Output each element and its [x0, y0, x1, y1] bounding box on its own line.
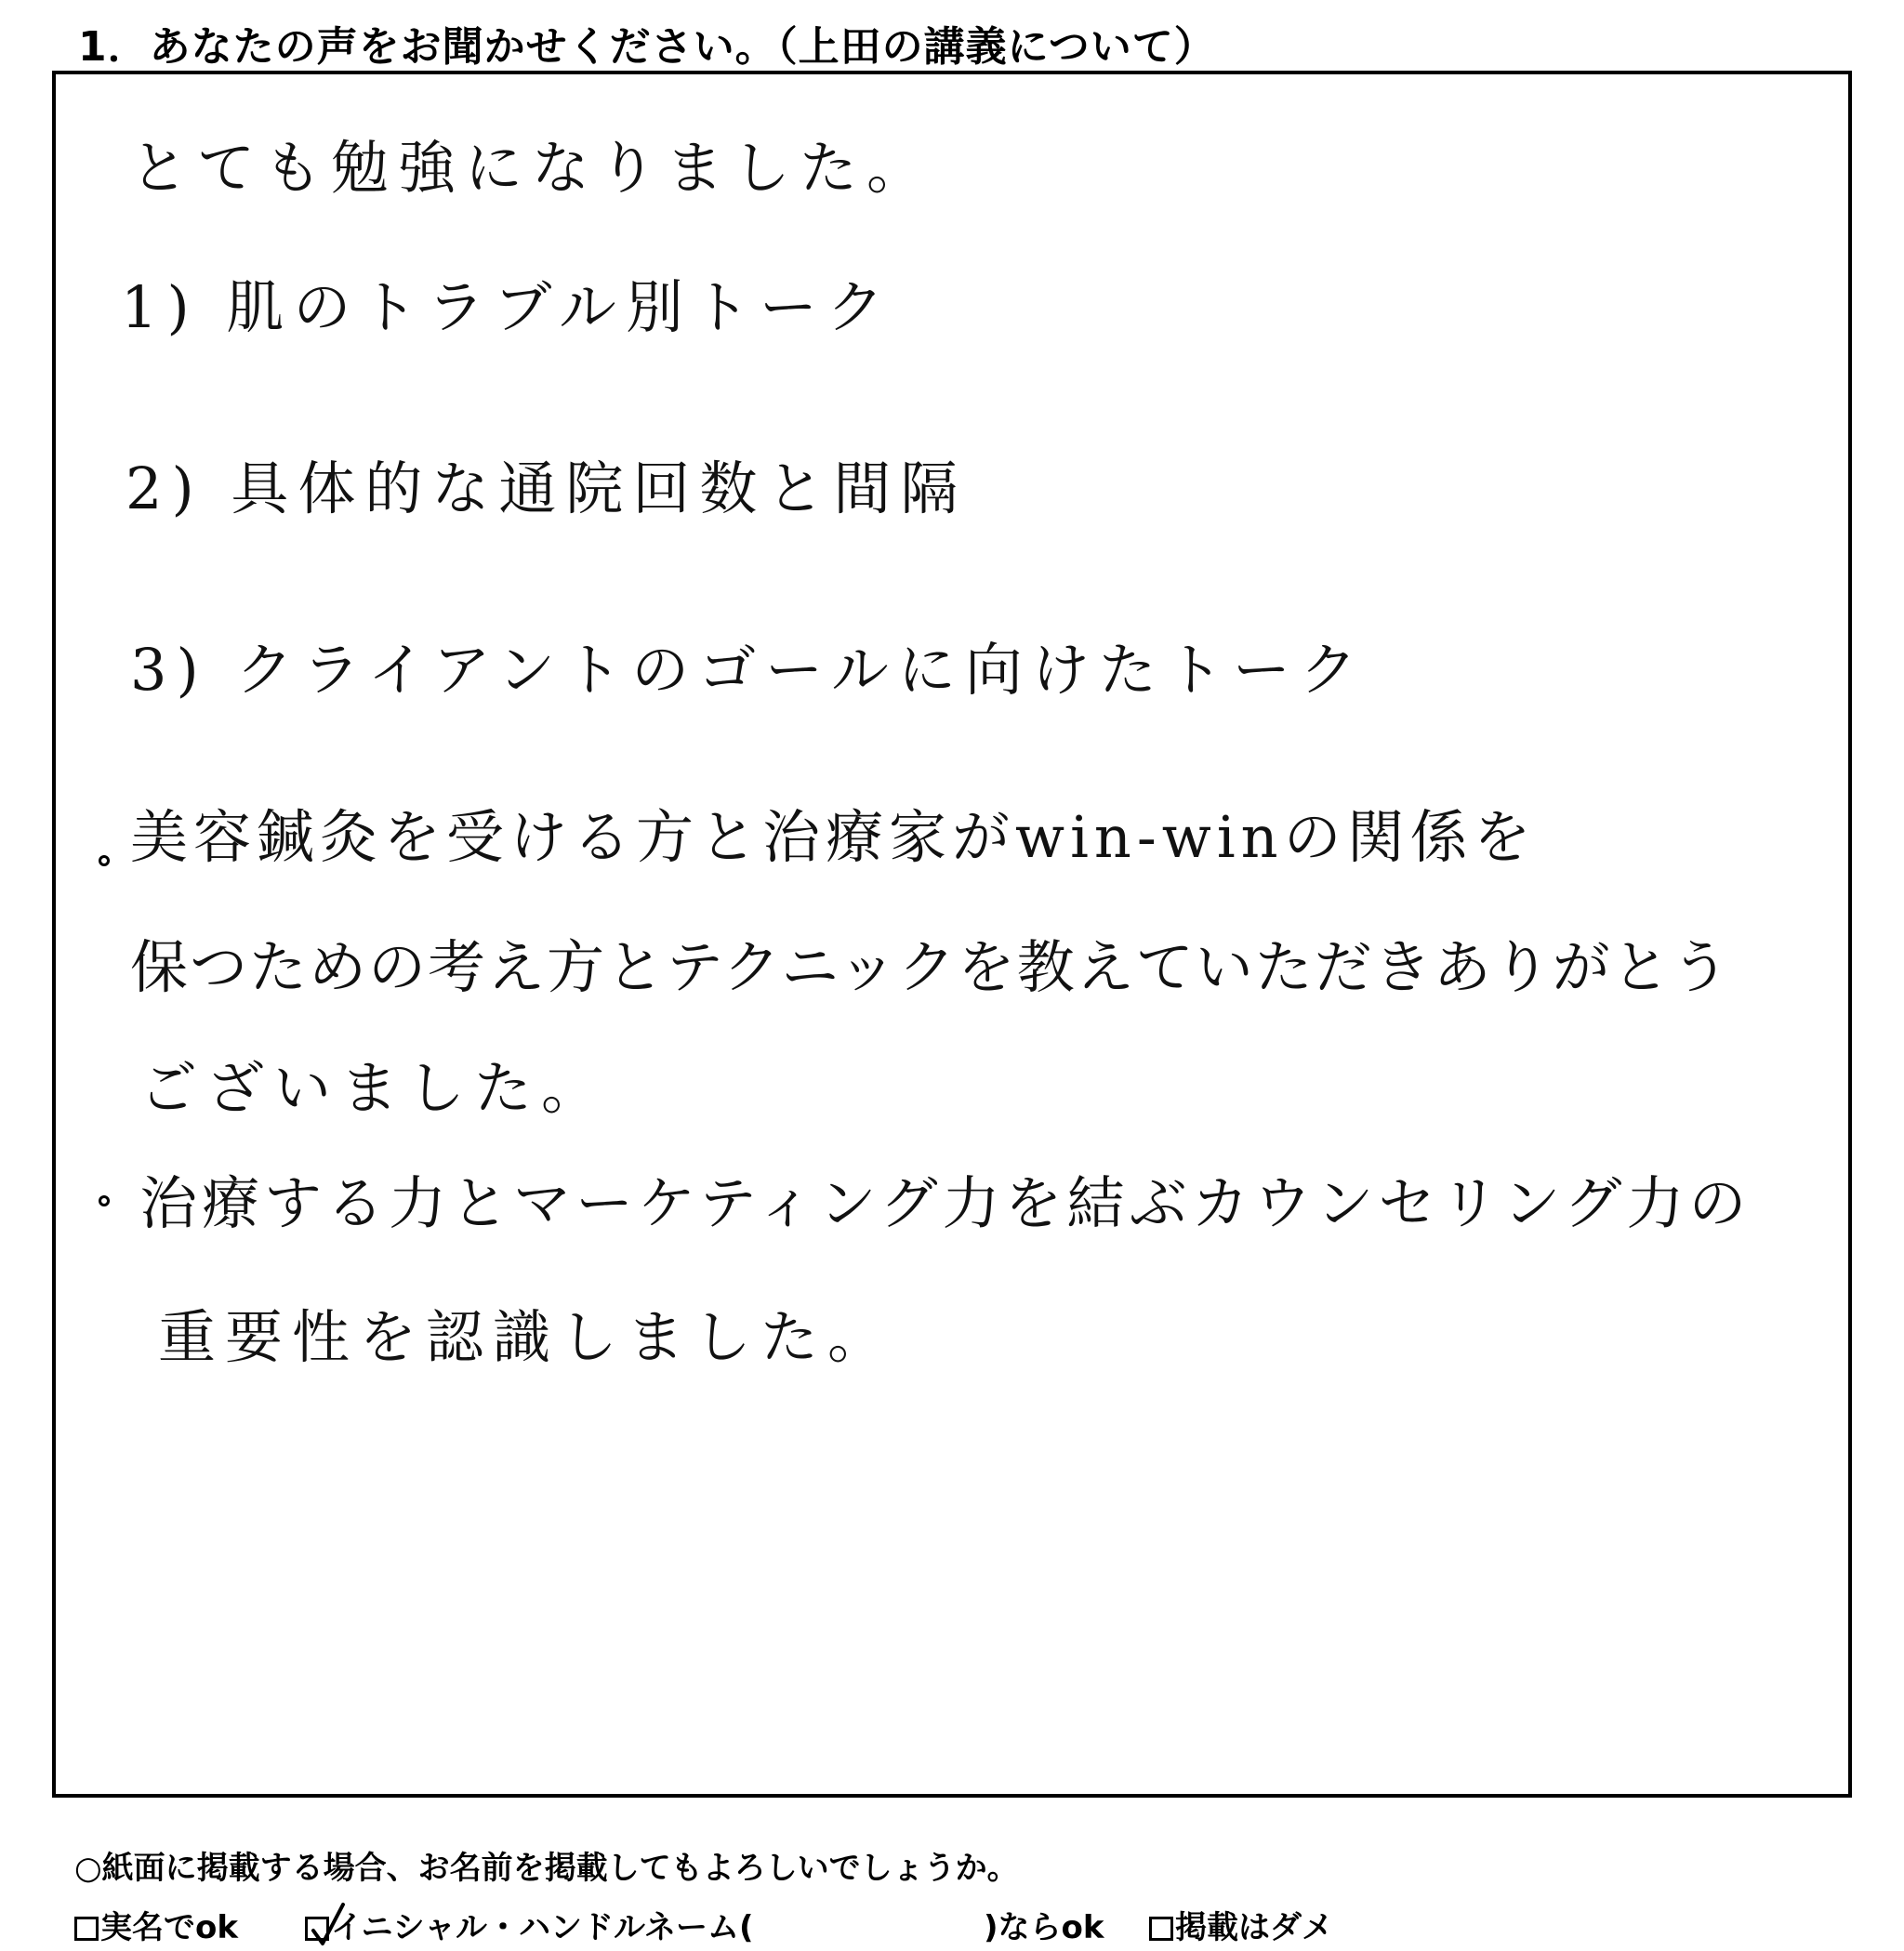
option-initial-label: イニシャル・ハンドルネーム(	[331, 1909, 754, 1946]
option-initial-suffix: )ならok	[984, 1909, 1104, 1946]
bullet-dot	[99, 1195, 110, 1206]
bullet-dot	[99, 855, 110, 866]
option-initial[interactable]	[305, 1902, 753, 1947]
answer-line-9: 重要性を認識しました。	[158, 1303, 895, 1371]
question-title: 1．あなたの声をお聞かせください。（上田の講義について）	[78, 23, 1216, 71]
checkbox-real-name[interactable]	[74, 1917, 99, 1941]
answer-line-3: 2) 具体的な通院回数と間隔	[126, 455, 968, 522]
answer-line-6: 保つための考え方とテクニックを教えていただきありがとう	[130, 933, 1731, 1001]
answer-line-8: 治療する力とマーケティング力を結ぶカウンセリング力の	[139, 1169, 1752, 1237]
option-no[interactable]	[1149, 1902, 1333, 1947]
answer-line-7: ございました。	[139, 1054, 609, 1122]
option-no-label: 掲載はダメ	[1175, 1909, 1333, 1946]
consent-question: ○紙面に掲載する場合、お名前を掲載してもよろしいでしょうか。	[74, 1850, 1019, 1887]
answer-line-1: とても勉強になりました。	[130, 134, 934, 202]
answer-line-5: 美容鍼灸を受ける方と治療家がwin-winの関係を	[130, 803, 1537, 871]
option-real-name-label: 実名でok	[100, 1909, 238, 1946]
checkbox-no[interactable]	[1149, 1917, 1173, 1941]
answer-line-4: 3) クライアントのゴールに向けたトーク	[130, 636, 1367, 704]
checkbox-initial[interactable]	[305, 1917, 329, 1941]
check-mark-icon	[310, 1903, 347, 1947]
answer-line-2: 1) 肌のトラブル別トーク	[121, 273, 893, 341]
option-real-name[interactable]	[74, 1902, 238, 1947]
